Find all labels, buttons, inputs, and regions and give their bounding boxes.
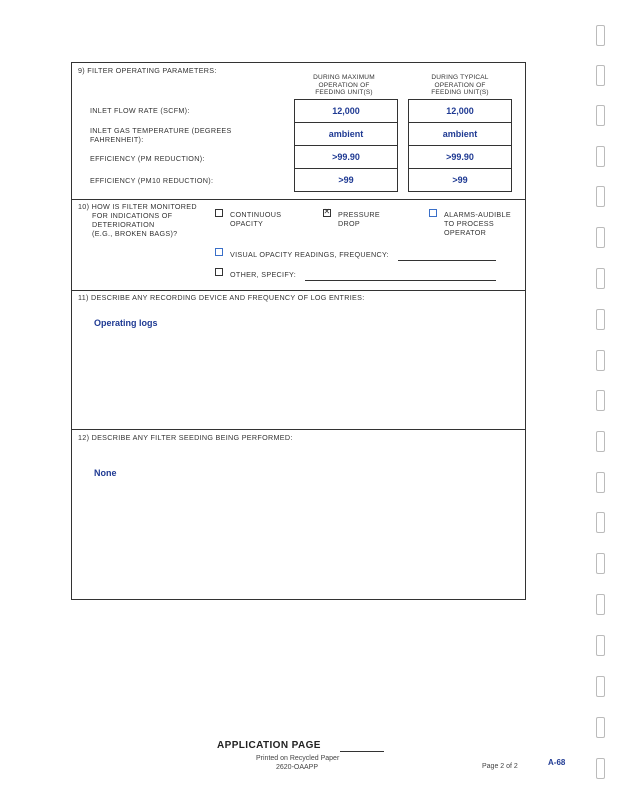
section11-answer[interactable]: Operating logs [94, 318, 158, 328]
row-efficiency-pm10-label: EFFICIENCY (PM10 REDUCTION): [90, 176, 214, 185]
col-header-max: DURING MAXIMUM OPERATION OF FEEDING UNIT(S) [313, 74, 375, 96]
continuous-opacity-label: CONTINUOUS OPACITY [230, 210, 282, 228]
section12-question: 12) DESCRIBE ANY FILTER SEEDING BEING PERFORMED: [78, 433, 293, 442]
section10-question: 10) HOW IS FILTER MONITORED FOR INDICATIONS OF DETERIORATION (E.G., BROKEN BAGS)? [78, 202, 197, 238]
footer-page-ref: A-68 [548, 758, 566, 767]
divider-11-12 [72, 429, 525, 430]
divider-9-10 [72, 199, 525, 200]
visual-opacity-frequency-line[interactable] [398, 260, 496, 261]
pressure-drop-checkbox[interactable] [323, 209, 331, 217]
section11-question: 11) DESCRIBE ANY RECORDING DEVICE AND FREQUENCY OF LOG ENTRIES: [78, 293, 365, 302]
footer-title-underline [340, 751, 384, 752]
alarms-audible-label: ALARMS-AUDIBLE TO PROCESS OPERATOR [444, 210, 511, 237]
other-specify-label: OTHER, SPECIFY: [230, 270, 297, 279]
visual-opacity-checkbox[interactable] [215, 248, 223, 256]
efficiency-pm-max-field[interactable]: >99.90 [294, 145, 398, 169]
footer-printed: Printed on Recycled Paper [256, 755, 340, 762]
other-specify-checkbox[interactable] [215, 268, 223, 276]
section9-title: 9) FILTER OPERATING PARAMETERS: [78, 66, 217, 75]
pressure-drop-label: PRESSURE DROP [338, 210, 380, 228]
other-specify-line[interactable] [305, 280, 496, 281]
inlet-temp-max-field[interactable]: ambient [294, 122, 398, 146]
row-inlet-temp-label: INLET GAS TEMPERATURE (DEGREES FAHRENHEIT): [90, 126, 232, 144]
section12-answer[interactable]: None [94, 468, 117, 478]
divider-10-11 [72, 290, 525, 291]
form-frame [71, 62, 526, 600]
visual-opacity-label: VISUAL OPACITY READINGS, FREQUENCY: [230, 250, 389, 259]
inlet-flow-typical-field[interactable]: 12,000 [408, 99, 512, 123]
efficiency-pm10-max-field[interactable]: >99 [294, 168, 398, 192]
col-header-typical: DURING TYPICAL OPERATION OF FEEDING UNIT(S) [431, 74, 489, 96]
row-efficiency-pm-label: EFFICIENCY (PM REDUCTION): [90, 154, 205, 163]
alarms-audible-checkbox[interactable] [429, 209, 437, 217]
footer-page-of: Page 2 of 2 [482, 763, 518, 770]
efficiency-pm10-typical-field[interactable]: >99 [408, 168, 512, 192]
row-inlet-flow-label: INLET FLOW RATE (SCFM): [90, 106, 190, 115]
inlet-temp-typical-field[interactable]: ambient [408, 122, 512, 146]
inlet-flow-max-field[interactable]: 12,000 [294, 99, 398, 123]
footer-form-code: 2620-OAAPP [276, 764, 319, 771]
footer-title: APPLICATION PAGE [217, 740, 321, 751]
efficiency-pm-typical-field[interactable]: >99.90 [408, 145, 512, 169]
continuous-opacity-checkbox[interactable] [215, 209, 223, 217]
